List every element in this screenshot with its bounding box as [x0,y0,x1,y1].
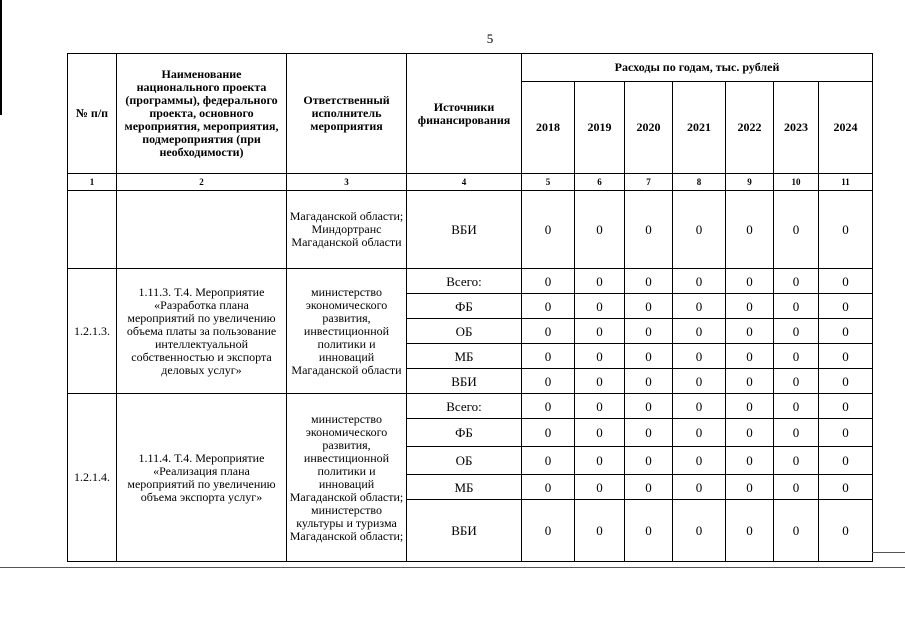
expense-value: 0 [726,500,774,562]
table-body [68,191,873,562]
expense-value: 0 [726,394,774,419]
expense-value: 0 [522,475,575,500]
expense-value: 0 [774,447,819,475]
expense-value: 0 [673,269,726,294]
header-year: 2019 [575,82,625,174]
expense-value: 0 [673,394,726,419]
header-expenses: Расходы по годам, тыс. рублей [522,54,873,82]
expense-value: 0 [673,475,726,500]
expense-value: 0 [819,319,873,344]
column-number: 7 [625,174,673,191]
expense-value: 0 [774,344,819,369]
expense-value: 0 [575,369,625,394]
column-number: 5 [522,174,575,191]
expense-value: 0 [774,191,819,269]
expense-value: 0 [726,269,774,294]
expense-value: 0 [575,394,625,419]
expense-value: 0 [726,319,774,344]
expense-value: 0 [625,419,673,447]
table-row [68,191,873,269]
expense-value: 0 [625,191,673,269]
expense-value: 0 [819,191,873,269]
activity-name [117,191,287,269]
responsible-executor: министерство экономического развития, инвестиционной политики и инноваций Магаданской области; министерство культуры и туризма Магаданской области; [287,394,407,562]
row-number: 1.2.1.4. [68,394,117,562]
expense-value: 0 [522,294,575,319]
column-number: 1 [68,174,117,191]
expense-value: 0 [774,475,819,500]
expense-value: 0 [726,294,774,319]
expense-value: 0 [774,500,819,562]
expense-value: 0 [774,319,819,344]
expense-value: 0 [774,419,819,447]
column-number: 3 [287,174,407,191]
expense-value: 0 [726,475,774,500]
expense-value: 0 [575,319,625,344]
responsible-executor: министерство экономического развития, инвестиционной политики и инноваций Магаданской области [287,269,407,394]
column-numbers-row [68,174,873,191]
row-number: 1.2.1.3. [68,269,117,394]
expense-value: 0 [575,500,625,562]
column-number: 9 [726,174,774,191]
expense-value: 0 [625,394,673,419]
page-number: 5 [486,31,494,46]
expense-value: 0 [625,294,673,319]
funding-source: ВБИ [407,500,522,562]
header-year: 2021 [673,82,726,174]
page-right-rule [872,552,905,553]
expense-value: 0 [726,344,774,369]
expense-value: 0 [673,294,726,319]
row-number [68,191,117,269]
page-edge-line [0,0,2,115]
expense-value: 0 [726,447,774,475]
header-source: Источники финансирования [407,54,522,174]
funding-source: Всего: [407,269,522,294]
table-row [68,269,873,294]
expense-value: 0 [819,419,873,447]
header-executor: Ответственный исполнитель мероприятия [287,54,407,174]
expense-value: 0 [819,294,873,319]
column-number: 8 [673,174,726,191]
expense-value: 0 [522,319,575,344]
expense-value: 0 [774,294,819,319]
funding-source: Всего: [407,394,522,419]
header-year: 2024 [819,82,873,174]
column-number: 2 [117,174,287,191]
expense-value: 0 [673,447,726,475]
expense-value: 0 [575,344,625,369]
expense-value: 0 [575,419,625,447]
expense-value: 0 [522,394,575,419]
expense-value: 0 [625,500,673,562]
column-number: 10 [774,174,819,191]
header-name: Наименование национального проекта (программы), федерального проекта, основного мероприятия, мероприятия, подмероприятия (при необходимости) [117,54,287,174]
expense-value: 0 [726,369,774,394]
header-year: 2020 [625,82,673,174]
activity-name: 1.11.4. Т.4. Мероприятие «Реализация плана мероприятий по увеличению объема экспорта услуг» [117,394,287,562]
expense-value: 0 [819,269,873,294]
responsible-executor: Магаданской области; Миндортранс Магаданской области [287,191,407,269]
header-year: 2018 [522,82,575,174]
header-num: № п/п [68,54,117,174]
expense-value: 0 [522,447,575,475]
expense-value: 0 [522,369,575,394]
expense-value: 0 [726,191,774,269]
funding-source: ВБИ [407,369,522,394]
funding-source: ВБИ [407,191,522,269]
expense-value: 0 [522,419,575,447]
expense-value: 0 [625,319,673,344]
budget-table [67,53,873,562]
expense-value: 0 [673,369,726,394]
column-number: 6 [575,174,625,191]
funding-source: МБ [407,344,522,369]
expense-value: 0 [522,500,575,562]
funding-source: ОБ [407,447,522,475]
expense-value: 0 [625,447,673,475]
expense-value: 0 [774,394,819,419]
expense-value: 0 [819,475,873,500]
header-year: 2023 [774,82,819,174]
expense-value: 0 [819,447,873,475]
expense-value: 0 [575,191,625,269]
expense-value: 0 [575,294,625,319]
expense-value: 0 [673,419,726,447]
expense-value: 0 [819,394,873,419]
expense-value: 0 [625,269,673,294]
expense-value: 0 [819,369,873,394]
funding-source: ФБ [407,294,522,319]
expense-value: 0 [819,500,873,562]
expense-value: 0 [575,447,625,475]
expense-value: 0 [575,269,625,294]
column-number: 11 [819,174,873,191]
expense-value: 0 [522,191,575,269]
expense-value: 0 [625,344,673,369]
expense-value: 0 [774,269,819,294]
expense-value: 0 [673,344,726,369]
expense-value: 0 [673,191,726,269]
expense-value: 0 [625,475,673,500]
expense-value: 0 [625,369,673,394]
table-header [68,54,873,191]
expense-value: 0 [522,269,575,294]
funding-source: ФБ [407,419,522,447]
table-row [68,394,873,419]
page-bottom-rule [0,567,905,568]
expense-value: 0 [726,419,774,447]
funding-source: МБ [407,475,522,500]
expense-value: 0 [819,344,873,369]
column-number: 4 [407,174,522,191]
expense-value: 0 [522,344,575,369]
expense-value: 0 [673,319,726,344]
activity-name: 1.11.3. Т.4. Мероприятие «Разработка плана мероприятий по увеличению объема платы за пользование интеллектуальной собственностью и экспорта деловых услуг» [117,269,287,394]
header-year: 2022 [726,82,774,174]
expense-value: 0 [575,475,625,500]
funding-source: ОБ [407,319,522,344]
expense-value: 0 [673,500,726,562]
expense-value: 0 [774,369,819,394]
